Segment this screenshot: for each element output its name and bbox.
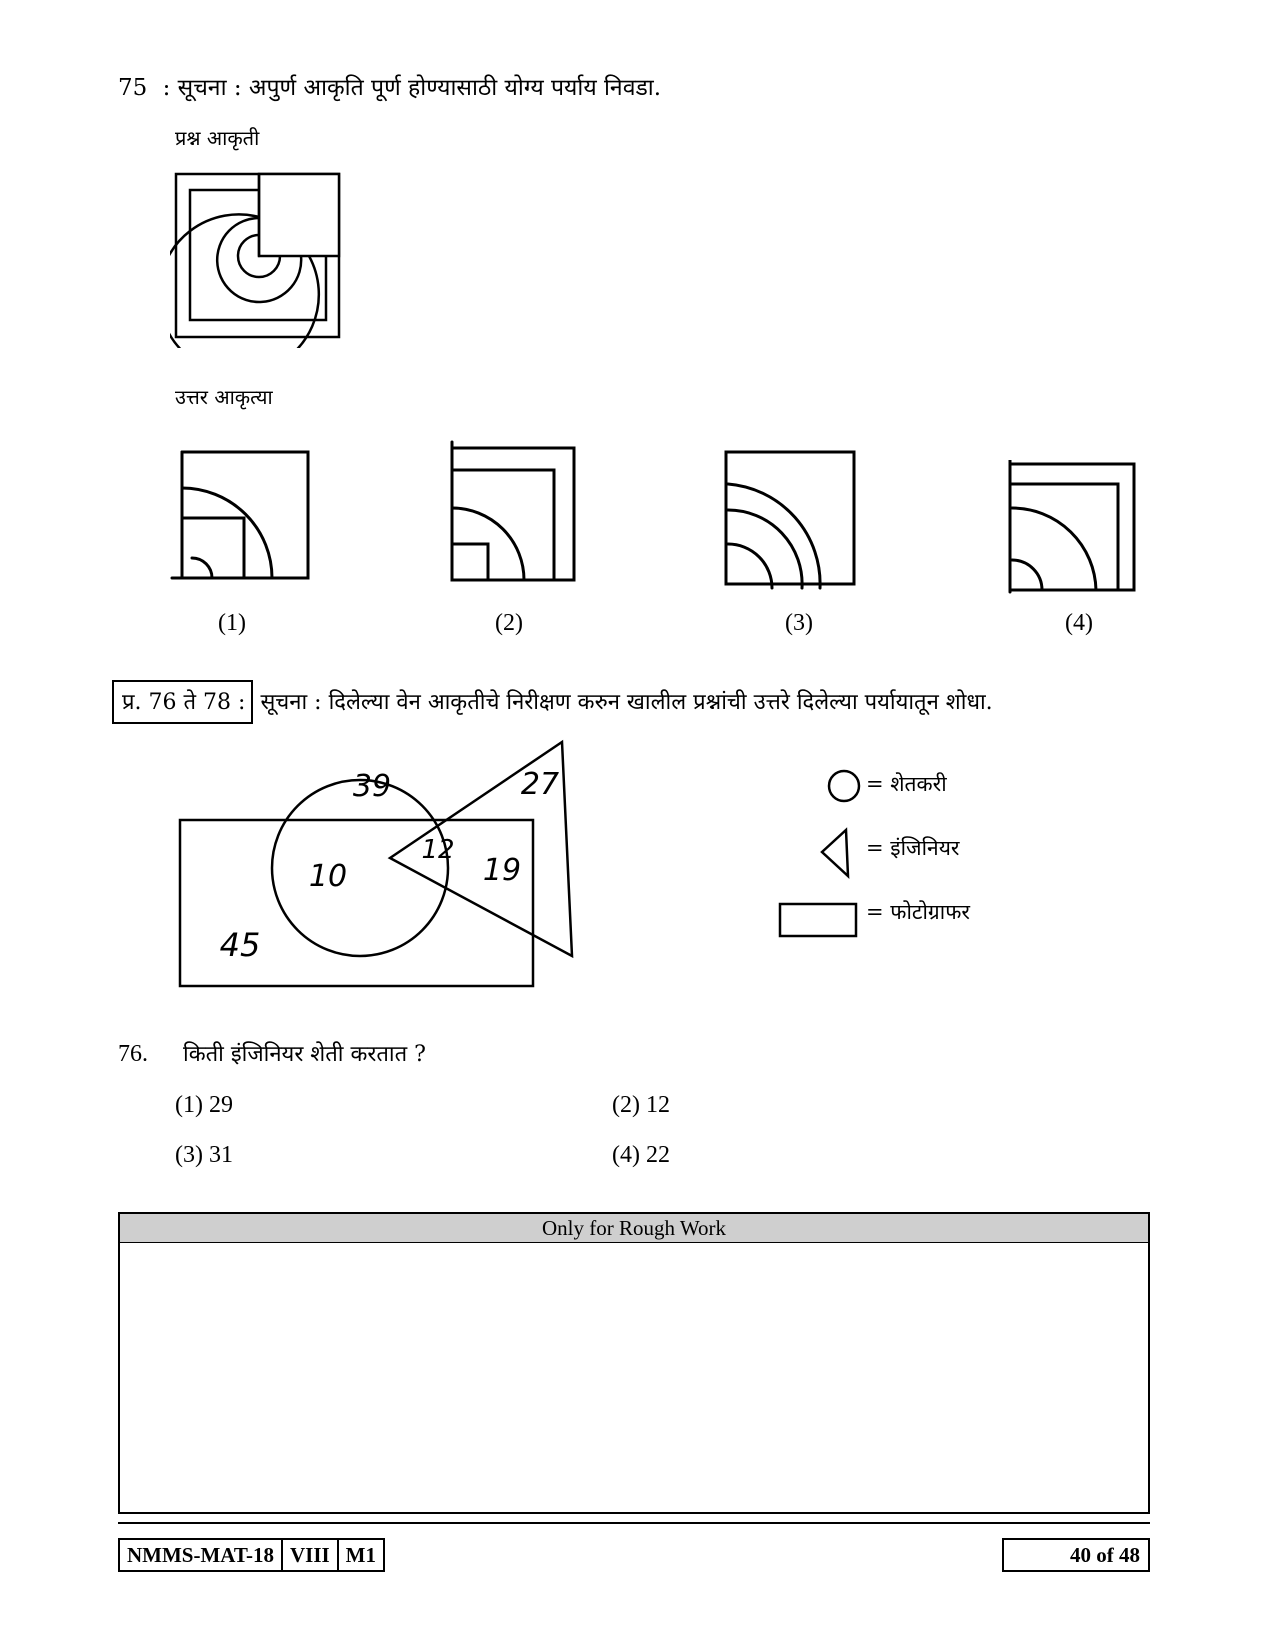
venn-value-all-three: 12 (421, 835, 455, 865)
q75-instruction-line (118, 70, 661, 102)
q76-78-instruction (112, 680, 993, 724)
q76-option-1[interactable]: (1) 29 (175, 1092, 233, 1118)
venn-value-circle-rectangle: 10 (308, 859, 348, 894)
venn-diagram (170, 738, 590, 1000)
venn-value-triangle-only: 27 (520, 767, 560, 802)
venn-value-circle-only: 39 (352, 769, 392, 804)
missing-piece-box (259, 174, 339, 256)
question-number: 76. (118, 1041, 148, 1067)
answer-figure-2[interactable] (448, 440, 578, 584)
answer-figure-1[interactable] (168, 448, 310, 584)
legend-farmers: = शेतकरी (866, 772, 947, 796)
circle-farmers (272, 780, 448, 956)
venn-instruction-text: सूचना : दिलेल्या वेन आकृतीचे निरीक्षण करुन खालील प्रश्नांची उत्तरे दिलेल्या पर्यायातून शोधा. (260, 690, 993, 715)
venn-legend-shapes (766, 764, 876, 942)
venn-value-rectangle-only: 45 (219, 926, 261, 964)
answer-figure-3[interactable] (722, 448, 858, 592)
answer-option-label-1: (1) (218, 610, 246, 636)
question-figure (170, 168, 350, 348)
q76-line (118, 1038, 426, 1068)
question-text: किती इंजिनियर शेती करतात ? (183, 1042, 426, 1067)
question-figure-label: प्रश्न आकृती (175, 126, 260, 150)
q76-option-4[interactable]: (4) 22 (612, 1142, 670, 1168)
rough-work-heading: Only for Rough Work (120, 1214, 1148, 1243)
venn-value-triangle-rectangle: 19 (482, 853, 522, 888)
q76-option-2[interactable]: (2) 12 (612, 1092, 670, 1118)
rough-work-box (118, 1212, 1150, 1514)
footer-page-number: 40 of 48 (1002, 1538, 1150, 1572)
footer-rule (118, 1522, 1150, 1524)
question-instruction: : सूचना : अपुर्ण आकृति पूर्ण होण्यासाठी योग्य पर्याय निवडा. (162, 75, 662, 101)
answer-figures-label: उत्तर आकृत्या (175, 385, 273, 409)
footer-class: VIII (283, 1540, 339, 1570)
footer-code-box (118, 1538, 385, 1572)
question-range-box: प्र. 76 ते 78 : (112, 680, 253, 724)
answer-option-label-4: (4) (1065, 610, 1093, 636)
legend-engineers: = इंजिनियर (866, 836, 960, 860)
legend-triangle-icon (822, 830, 848, 876)
legend-circle-icon (829, 771, 859, 801)
footer-exam-code: NMMS-MAT-18 (120, 1540, 283, 1570)
q76-option-3[interactable]: (3) 31 (175, 1142, 233, 1168)
question-number: 75 (118, 75, 148, 101)
answer-option-label-2: (2) (495, 610, 523, 636)
footer-medium: M1 (345, 1543, 376, 1567)
legend-rectangle-icon (780, 904, 856, 936)
answer-figure-4[interactable] (1006, 460, 1138, 596)
answer-option-label-3: (3) (785, 610, 813, 636)
legend-photographers: = फोटोग्राफर (866, 900, 970, 924)
